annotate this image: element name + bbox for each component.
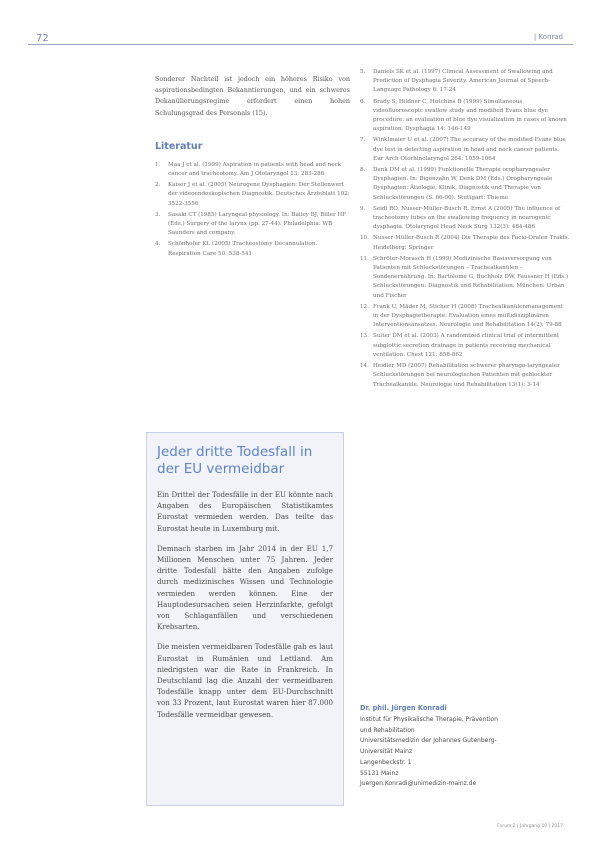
reference-list-left (155, 161, 350, 259)
reference-text: Brady S, Hildner C, Hutchins B (1999) Simultaneous videofluoroscopic swallow study and modified Evans blue dye procedure: an evaluation of blue dye visualization in cases of known aspiration. Dysphagia 14: 146-149 (373, 98, 567, 133)
reference-text: Nusser-Müller-Busch R (2004) Die Therapie des Facio-Oralen Trakts. Heidelberg: Springer (373, 235, 570, 251)
running-title: | Konrad (533, 33, 563, 41)
reference-number: 4. (155, 241, 161, 248)
reference-text: Suiter DM et al. (2003) A randomized clinical trial of intermittent subglottic secretion drainage in patients receiving mechanical ventilation. Chest 121: 858-862 (373, 333, 560, 358)
reference-number: 13. (360, 333, 369, 340)
reference-number: 5. (360, 69, 366, 75)
reference-number: 14. (360, 363, 369, 370)
author-affiliation: Universität Mainz (360, 748, 413, 756)
author-block (360, 704, 570, 790)
header-rule (28, 44, 573, 45)
reference-number: 9. (360, 205, 366, 212)
intro-paragraph: Sonderer Nachteil ist jedoch ein höheres Risiko von aspirationsbedingten Bekanntierungen, und ein schweres Dekanülierungsregime erfordert einen hohen Schulungsgrad des Personals (15). (155, 75, 350, 117)
reference-number: 12. (360, 303, 369, 310)
page-footer: Forum 2 | Jahrgang 10 | 2017 (497, 824, 563, 829)
left-column (155, 68, 350, 261)
news-box (146, 432, 344, 806)
author-email: Juergen.Konradi@unimedizin-mainz.de (360, 780, 477, 788)
reference-text: Daniels SK et al. (1997) Clinical Assessment of Swallowing and Prediction of Dysphagia Severity. American Journal of Speech-Language Pathology 6: 17-24 (373, 69, 553, 94)
news-box-body (157, 489, 333, 720)
reference-number: 10. (360, 235, 369, 242)
reference-item (155, 161, 350, 179)
right-column (360, 68, 570, 392)
news-paragraph: Die meisten vermeidbaren Todesfälle gab es laut Eurostat in Rumänien und Lettland. Am niedrigsten war die Rate in Frankreich. In Deutschland lag die Anzahl der vermeidbaren Todesfälle knapp unter dem EU-Durchschnitt von 33 Prozent, laut Eurostat waren hier 87.000 Todesfälle vermeidbar gewesen. (157, 642, 333, 719)
reference-text: Schröter-Morasch H (1999) Medizinische Basisversorgung von Patienten mit Schluckstörungen – Trachealkanülen – Sondenernährung. In: Bartolome G, Buchholz DW, Feussner H (Eds.) Schluckstörungen: Diagnostik und Rehabilitation. München: Urban und Fischer (373, 255, 569, 299)
reference-text: Heidler MD (2007) Rehabilitation schwerer pharyngo-laryngealer Schluckstörungen bei neurologischen Patienten mit geblockter Trachealkanüle. Neurologie und Rehabilitation 13(1): 3-14 (373, 363, 560, 388)
reference-item (360, 362, 570, 390)
reference-text: Maa J et al. (1999) Aspiration in patients with head and neck cancer and tracheotomy. Am J Otolaryngol 13: 283-286 (168, 161, 342, 178)
reference-item (360, 68, 570, 96)
reference-text: Seidl RO, Nusser-Müller-Busch R, Ernst A (2005) The influence of tracheotomy tubes on the swallowing frequency in neurogenic dysphagia. Otolaryngol Head Neck Surg 132(3): 484-486 (373, 205, 561, 231)
reference-list-right (360, 68, 570, 390)
reference-text: Sasaki CT (1985) Laryngeal physiology. In: Bailey BJ, Biller HF (Eds.) Surgery of the larynx (pp. 27-44). Philadelphia: WB Saunders and company. (168, 211, 347, 237)
author-affiliation: Institut für Physikalische Therapie, Prävention (360, 716, 498, 723)
reference-number: 1. (155, 161, 161, 168)
author-name: Dr. phil. Jürgen Konradi (360, 704, 447, 712)
reference-number: 2. (155, 182, 161, 189)
reference-text: Frank U, Mäder M, Sticher H (2008) Trachealkanülenmanagement in der Dysphagietherapie: Evaluation eines multidisziplinären Interventionsansatzes. Neurologie und Rehabilitation 14(2): 79-88 (373, 303, 563, 329)
reference-text: Kaiser J et al. (2005) Neurogene Dysphagien: Der Stellenwert der videoendoskopischen Diagnostik. Deutsches Ärzteblatt 102: 3522-3556 (168, 182, 350, 207)
reference-item (360, 234, 570, 252)
reference-number: 3. (155, 211, 161, 218)
author-city: 55131 Mainz (360, 769, 399, 777)
reference-text: Winklmaier U et al. (2007) The accuracy of the modified Evans blue dye test in detecting aspiration in head and neck cancer patients. Eur Arch Otorhinolaryngol 264: 1059-1064 (373, 137, 566, 162)
author-affiliation: und Rehabilitation (360, 726, 415, 734)
literature-heading: Literatur (155, 140, 203, 152)
reference-number: 11. (360, 255, 369, 262)
reference-number: 7. (360, 137, 366, 144)
reference-number: 8. (360, 167, 366, 174)
reference-item (360, 136, 570, 164)
author-street: Langenbeckstr. 1 (360, 758, 412, 766)
reference-item (155, 211, 350, 239)
reference-item (360, 166, 570, 203)
news-box-title: Jeder dritte Todesfall in der EU vermeidbar (157, 444, 313, 477)
reference-text: Denk DM et al. (1999) Funktionelle Therapie oropharyngealer Dysphagien. In: Bigenzahn W, Denk DM (Eds.) Oropharyngeale Dysphagien: Ätiologie, Klinik, Diagnostik und Therapie von Schluckstörungen (S. 66-90). Stuttgart: Thieme (373, 167, 553, 201)
reference-item (155, 181, 350, 209)
reference-item (155, 240, 350, 258)
reference-item (360, 303, 570, 331)
reference-item (360, 98, 570, 135)
reference-item (360, 255, 570, 301)
author-affiliation: Universitätsmedizin der Johannes Gutenberg- (360, 737, 497, 745)
reference-number: 6. (360, 98, 366, 105)
reference-item (360, 332, 570, 360)
reference-item (360, 205, 570, 233)
news-paragraph: Demnach starben im Jahr 2014 in der EU 1,7 Millionen Menschen unter 75 Jahren. Jeder dritte Todesfall hätte den Angaben zufolge durch medizinisches Wissen und Technologie vermieden werden können. Eine der Hauptodesursachen seien Herzinfarkte, gefolgt von Schlaganfällen und verschiedenen Krebsarten. (157, 543, 333, 632)
page-number: 72 (36, 33, 49, 44)
news-paragraph: Ein Drittel der Todesfälle in der EU könnte nach Angaben des Europäischen Statistikamtes Eurostat vermieden werden. Das teilte das Eurostat heute in Luxemburg mit. (157, 490, 333, 533)
reference-text: Schönhofer KL (2005) Tracheostomy Decannulation. Respiration Care 50: 538-541 (168, 241, 318, 257)
